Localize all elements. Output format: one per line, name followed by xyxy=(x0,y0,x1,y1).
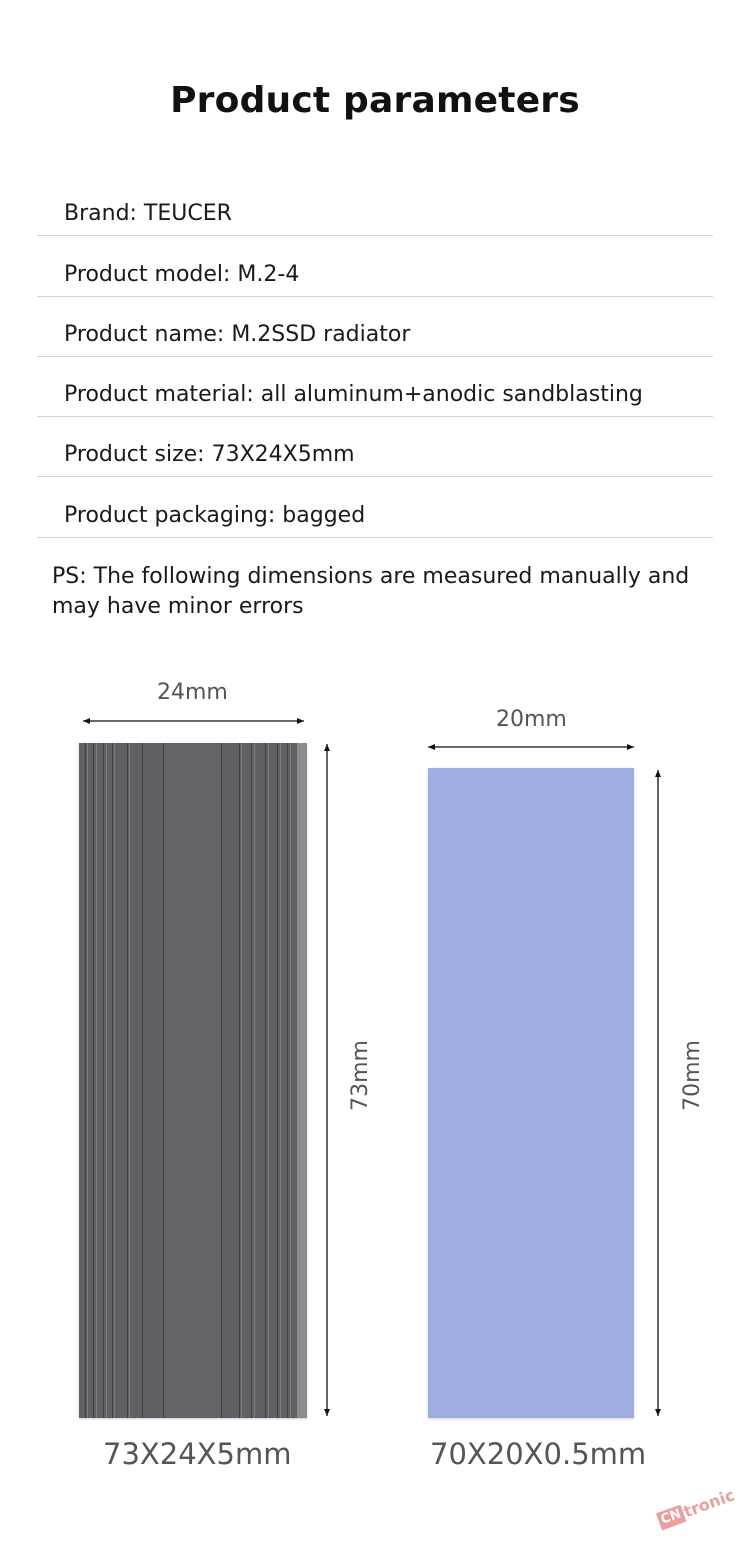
heatsink-size-caption: 73X24X5mm xyxy=(103,1437,292,1471)
heatsink-height-label: 73mm xyxy=(347,1040,373,1111)
heatsink-width-label: 24mm xyxy=(157,680,228,705)
pad-height-label: 70mm xyxy=(679,1040,705,1111)
pad-size-caption: 70X20X0.5mm xyxy=(430,1437,647,1471)
param-brand: Brand: TEUCER xyxy=(37,176,713,236)
measurement-note: PS: The following dimensions are measured manually and may have minor errors xyxy=(52,564,690,619)
pad-width-label: 20mm xyxy=(496,707,567,732)
param-model: Product model: M.2-4 xyxy=(37,236,713,296)
watermark-logo-text: tronic xyxy=(680,1485,738,1522)
param-packaging: Product packaging: bagged xyxy=(37,477,713,537)
param-size: Product size: 73X24X5mm xyxy=(37,417,713,477)
page-title: Product parameters xyxy=(170,80,580,121)
watermark-logo-box: CN xyxy=(656,1505,687,1531)
param-name: Product name: M.2SSD radiator xyxy=(37,297,713,357)
param-material: Product material: all aluminum+anodic sandblasting xyxy=(37,357,713,417)
